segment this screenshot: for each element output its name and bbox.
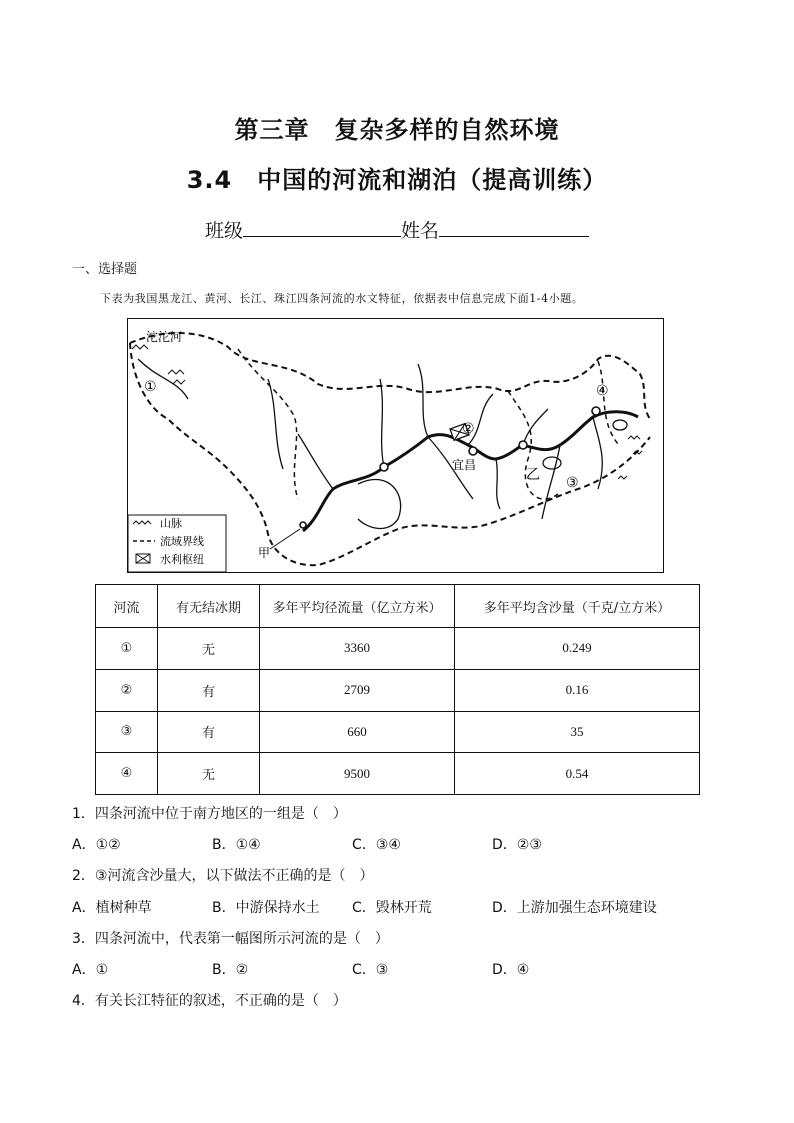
q3-option-d[interactable]: D．④: [492, 962, 530, 978]
hydrology-table: [95, 584, 700, 795]
table-row: [96, 711, 700, 753]
cell-river: ③: [96, 711, 158, 753]
dam-marker-3: [519, 441, 527, 449]
question-2-stem: 2．③河流含沙量大，以下做法不正确的是（ ）: [72, 868, 374, 884]
question-3-stem: 3．四条河流中，代表第一幅图所示河流的是（ ）: [72, 931, 389, 947]
header-freeze: 有无结冰期: [158, 585, 260, 628]
mountain-range-1: [132, 345, 185, 384]
student-info-line: [0, 216, 794, 243]
q1-option-d[interactable]: D．②③: [492, 837, 542, 853]
legend-hub-icon: [136, 554, 150, 563]
table-row: [96, 669, 700, 711]
section-heading: 一、选择题: [72, 262, 138, 277]
name-blank[interactable]: [439, 218, 589, 237]
q3-option-a[interactable]: A．①: [72, 962, 109, 978]
name-label: 姓名: [401, 220, 440, 242]
label-marker-2: ②: [462, 421, 475, 437]
q1-option-c[interactable]: C．③④: [352, 837, 401, 853]
dam-marker-2: [469, 447, 477, 455]
cell-freeze: 无: [158, 753, 260, 795]
header-river: 河流: [96, 585, 158, 628]
class-label: 班级: [204, 220, 243, 242]
lake-1: [543, 457, 561, 469]
q3-option-c[interactable]: C．③: [352, 962, 389, 978]
cell-sediment: 35: [455, 711, 700, 753]
cell-freeze: 有: [158, 669, 260, 711]
legend-hub-label: 水利枢纽: [160, 553, 204, 566]
cell-sediment: 0.54: [455, 753, 700, 795]
label-marker-4: ④: [596, 383, 609, 399]
q2-option-a[interactable]: A．植树种草: [72, 900, 152, 916]
label-yi: 乙: [526, 467, 540, 483]
cell-runoff: 660: [260, 711, 455, 753]
lake-2: [613, 420, 627, 430]
q1-option-b[interactable]: B．①④: [212, 837, 261, 853]
cell-sediment: 0.249: [455, 628, 700, 670]
cell-river: ④: [96, 753, 158, 795]
legend-boundary-label: 流域界线: [160, 535, 204, 548]
cell-freeze: 有: [158, 711, 260, 753]
table-header-row: [96, 585, 700, 628]
cell-runoff: 3360: [260, 628, 455, 670]
label-marker-1: ①: [144, 379, 157, 395]
page-title: 3.4 中国的河流和湖泊（提高训练）: [186, 166, 608, 194]
chapter-title: 第三章 复杂多样的自然环境: [234, 116, 560, 144]
header-runoff: 多年平均径流量（亿立方米）: [260, 585, 455, 628]
q1-option-a[interactable]: A．①②: [72, 837, 121, 853]
cell-river: ②: [96, 669, 158, 711]
legend-mountain-label: 山脉: [160, 517, 182, 530]
tributaries: [138, 359, 602, 528]
map-svg: [128, 319, 663, 572]
question-4-stem: 4．有关长江特征的叙述，不正确的是（ ）: [72, 993, 347, 1009]
intro-text: 下表为我国黑龙江、黄河、长江、珠江四条河流的水文特征，依据表中信息完成下面1-4小题。: [100, 292, 584, 305]
table-row: [96, 753, 700, 795]
dam-marker-1: [380, 463, 388, 471]
yangtze-basin-map: [127, 318, 664, 573]
q2-option-b[interactable]: B．中游保持水土: [212, 900, 320, 916]
label-yichang: 宜昌: [452, 458, 477, 472]
dam-marker-5: [300, 522, 306, 528]
cell-sediment: 0.16: [455, 669, 700, 711]
header-sediment: 多年平均含沙量（千克/立方米）: [455, 585, 700, 628]
label-tuotuo-river: 沱沱河: [146, 330, 183, 344]
cell-freeze: 无: [158, 628, 260, 670]
question-1-stem: 1．四条河流中位于南方地区的一组是（ ）: [72, 806, 347, 822]
cell-runoff: 9500: [260, 753, 455, 795]
dam-marker-4: [592, 407, 600, 415]
cell-river: ①: [96, 628, 158, 670]
label-marker-3: ③: [566, 475, 579, 491]
label-jia: 甲: [258, 546, 271, 560]
class-blank[interactable]: [243, 218, 401, 237]
cell-runoff: 2709: [260, 669, 455, 711]
q2-option-d[interactable]: D．上游加强生态环境建设: [492, 900, 657, 916]
q2-option-c[interactable]: C．毁林开荒: [352, 900, 432, 916]
q3-option-b[interactable]: B．②: [212, 962, 249, 978]
jia-pointer: [270, 529, 300, 549]
table-row: [96, 628, 700, 670]
